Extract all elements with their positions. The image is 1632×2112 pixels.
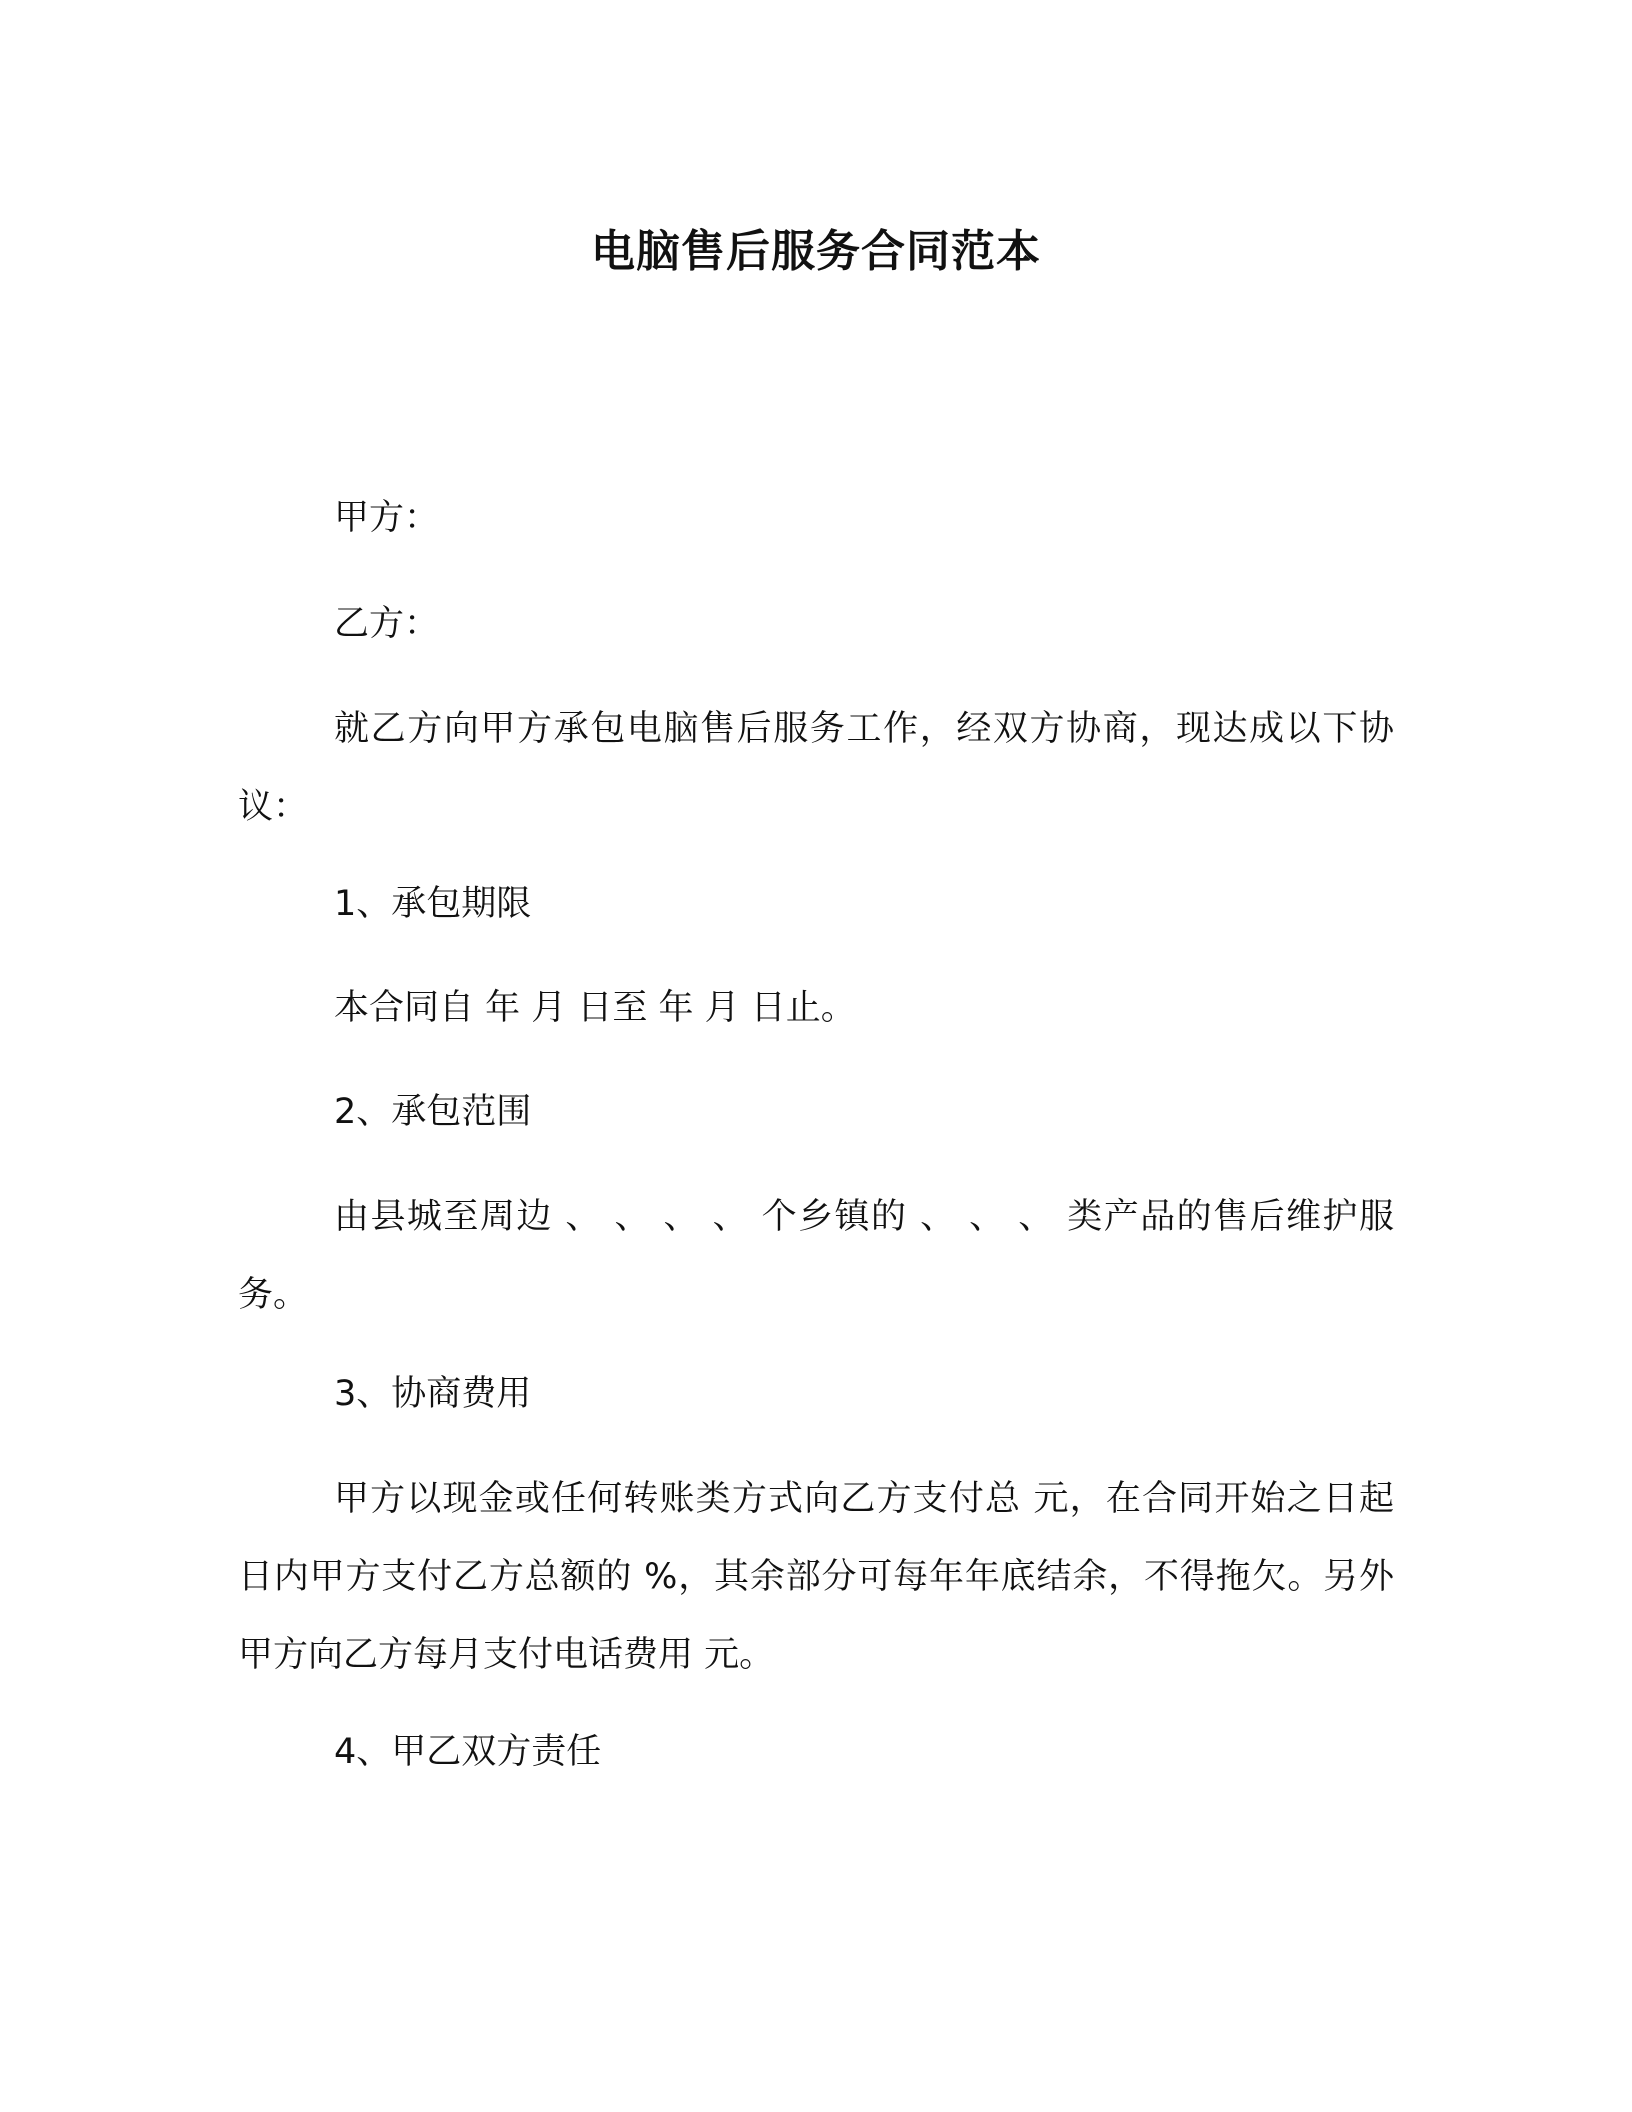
party-b-label: 乙方： [334, 604, 440, 644]
page-title: 电脑售后服务合同范本 [591, 226, 1041, 277]
section-heading-term: 1、承包期限 [334, 884, 532, 924]
section-heading-responsibilities: 4、甲乙双方责任 [334, 1732, 602, 1772]
section-body-term: 本合同自 年 月 日至 年 月 日止。 [334, 988, 856, 1028]
party-a-label: 甲方： [334, 498, 440, 538]
section-body-scope: 由县城至周边 、 、 、 、 个乡镇的 、 、 、 类产品的售后维护服务。 [238, 1197, 1394, 1315]
section-heading-fees: 3、协商费用 [334, 1374, 532, 1414]
section-heading-scope: 2、承包范围 [334, 1092, 532, 1132]
intro-paragraph: 就乙方向甲方承包电脑售后服务工作，经双方协商，现达成以下协议： [238, 709, 1394, 827]
section-body-fees: 甲方以现金或任何转账类方式向乙方支付总 元，在合同开始之日起 日内甲方支付乙方总额的 %，其余部分可每年年底结余，不得拖欠。另外甲方向乙方每月支付电话费用 元。 [238, 1479, 1394, 1675]
